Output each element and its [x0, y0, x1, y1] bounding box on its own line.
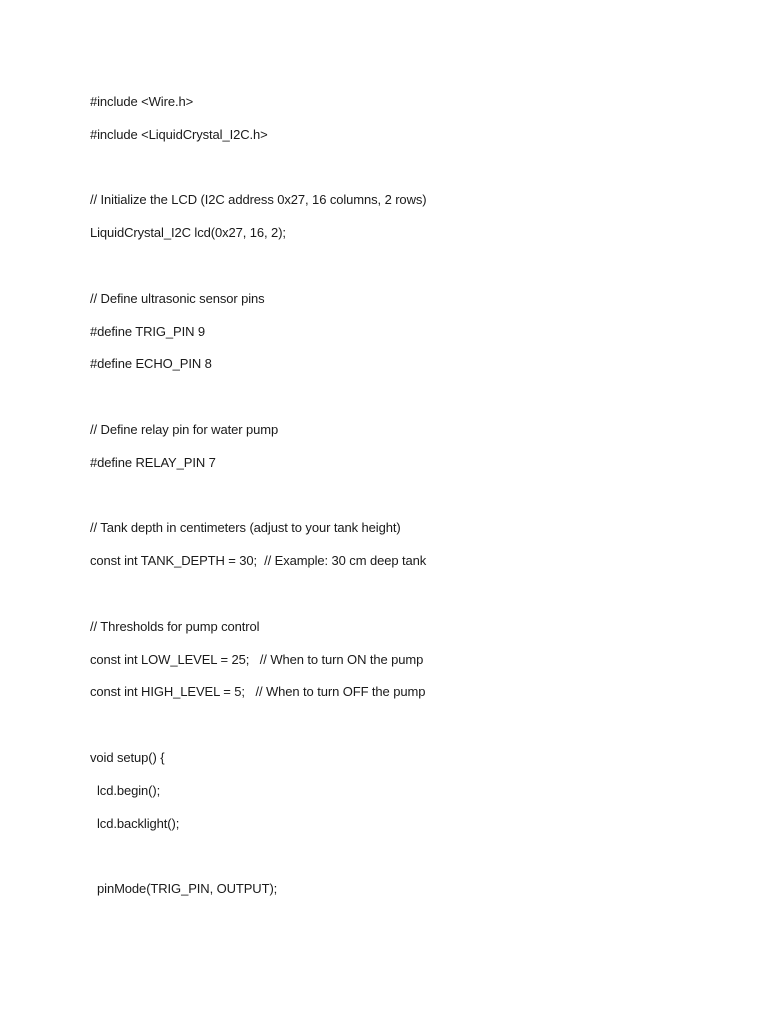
code-listing [90, 92, 730, 912]
code-comment: // Initialize the LCD (I2C address 0x27, 16 columns, 2 rows) [90, 192, 427, 208]
blank-line [90, 715, 730, 748]
code-line: #include <LiquidCrystal_I2C.h> [90, 126, 268, 142]
code-line: const int LOW_LEVEL = 25; // When to turn ON the pump [90, 651, 424, 667]
code-line: lcd.begin(); [90, 782, 161, 798]
blank-line [90, 256, 730, 289]
code-line: #include <Wire.h> [90, 94, 194, 109]
blank-line [90, 158, 730, 191]
code-line: LiquidCrystal_I2C lcd(0x27, 16, 2); [90, 225, 286, 241]
blank-line [90, 584, 730, 617]
code-comment: // Thresholds for pump control [90, 618, 260, 634]
code-line: void setup() { [90, 749, 165, 765]
code-comment: // Define ultrasonic sensor pins [90, 290, 265, 306]
blank-line [90, 486, 730, 519]
code-comment: // Tank depth in centimeters (adjust to your tank height) [90, 520, 401, 536]
blank-line [90, 387, 730, 420]
code-line: #define TRIG_PIN 9 [90, 323, 206, 339]
code-line: const int HIGH_LEVEL = 5; // When to turn OFF the pump [90, 684, 426, 700]
code-line: const int TANK_DEPTH = 30; // Example: 30 cm deep tank [90, 553, 427, 569]
code-line: pinMode(TRIG_PIN, OUTPUT); [90, 881, 278, 897]
blank-line [90, 846, 730, 879]
code-comment: // Define relay pin for water pump [90, 421, 279, 437]
code-line: #define RELAY_PIN 7 [90, 454, 216, 470]
code-line: #define ECHO_PIN 8 [90, 356, 212, 372]
code-line: lcd.backlight(); [90, 815, 180, 831]
